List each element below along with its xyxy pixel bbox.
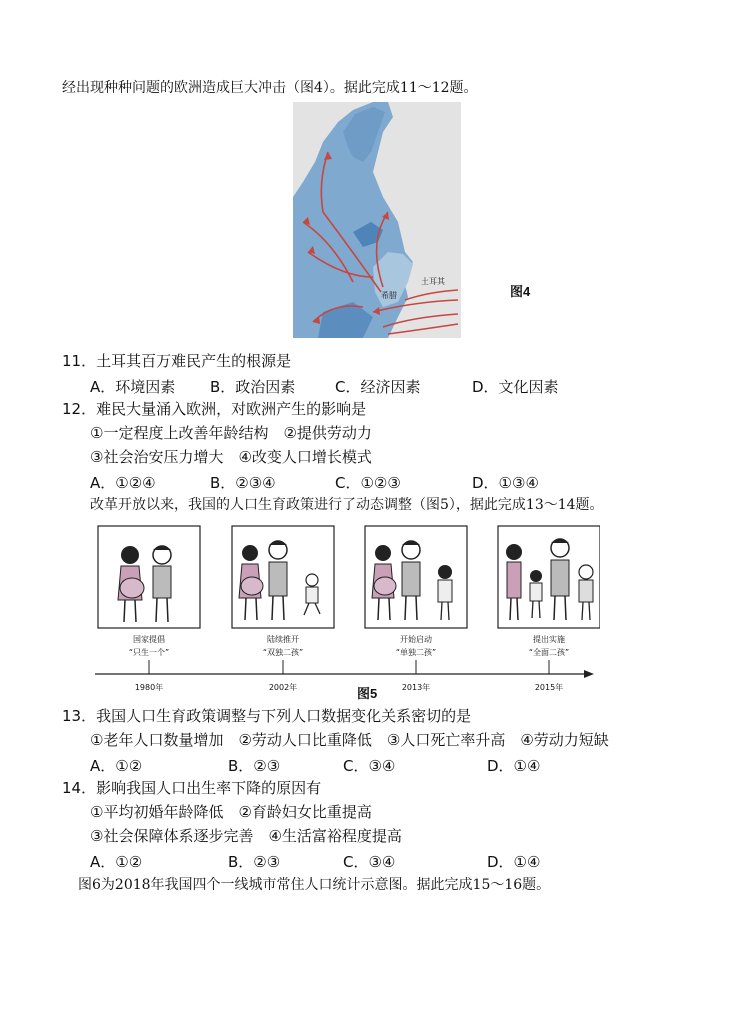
panel-2015-caption2: “全面二孩” — [528, 648, 570, 657]
figure4-label: 图4 — [510, 284, 531, 299]
map-label-turkey: 土耳其 — [421, 277, 445, 286]
panel-2013 — [365, 526, 467, 674]
q11-option-c: C．经济因素 — [335, 378, 421, 396]
q12-option-d: D．①③④ — [472, 474, 539, 492]
q12-option-c: C．①②③ — [335, 474, 401, 492]
q14-stem: 14．影响我国人口出生率下降的原因有 — [62, 779, 322, 797]
q14-option-c: C．③④ — [343, 853, 396, 871]
q12-stem: 12．难民大量涌入欧洲，对欧洲产生的影响是 — [62, 400, 367, 418]
q14-items-line2: ③社会保障体系逐步完善 ④生活富裕程度提高 — [90, 827, 402, 845]
intro-text-11-12: 经出现种种问题的欧洲造成巨大冲击（图4）。据此完成11～12题。 — [62, 80, 478, 96]
panel-2002 — [232, 526, 334, 674]
q13-items: ①老年人口数量增加 ②劳动人口比重降低 ③人口死亡率升高 ④劳动力短缺 — [90, 731, 609, 749]
q11-option-a: A．环境因素 — [90, 378, 176, 396]
q14-items-line1: ①平均初婚年龄降低 ②育龄妇女比重提高 — [90, 803, 372, 821]
q13-option-c: C．③④ — [343, 757, 396, 775]
q11-option-b: B．政治因素 — [210, 378, 296, 396]
panel-2015-caption1: 提出实施 — [533, 635, 565, 644]
q14-option-d: D．①④ — [487, 853, 541, 871]
q12-items-line2: ③社会治安压力增大 ④改变人口增长模式 — [90, 448, 372, 466]
q11-option-d: D．文化因素 — [472, 378, 559, 396]
q13-option-a: A．①② — [90, 757, 143, 775]
year-label-2002: 2002年 — [268, 683, 298, 692]
panel-2013-caption2: “单独二孩” — [395, 648, 437, 657]
panel-1980-caption1: 国家提倡 — [133, 635, 165, 644]
panel-2013-caption1: 开始启动 — [400, 635, 432, 644]
q12-option-a: A．①②④ — [90, 474, 156, 492]
timeline-arrow-head — [584, 670, 594, 678]
year-label-1980: 1980年 — [134, 683, 164, 692]
q14-option-b: B．②③ — [228, 853, 281, 871]
year-label-2015: 2015年 — [534, 683, 564, 692]
panel-2002-caption1: 陆续推开 — [267, 635, 299, 644]
refugee-map — [293, 102, 461, 338]
q13-option-b: B．②③ — [228, 757, 281, 775]
q12-items-line1: ①一定程度上改善年龄结构 ②提供劳动力 — [90, 424, 372, 442]
panel-2002-caption2: “双独二孩” — [262, 648, 304, 657]
q12-option-b: B．②③④ — [210, 474, 276, 492]
year-label-2013: 2013年 — [401, 683, 431, 692]
intro-text-13-14: 改革开放以来，我国的人口生育政策进行了动态调整（图5），据此完成13～14题。 — [90, 497, 604, 513]
map-label-greece: 希腊 — [381, 291, 397, 300]
figure5-label: 图5 — [357, 686, 378, 701]
panel-1980 — [98, 526, 200, 674]
panel-1980-caption2: “只生一个” — [128, 648, 170, 657]
policy-timeline-figure — [90, 520, 600, 702]
intro-text-15-16: 图6为2018年我国四个一线城市常住人口统计示意图。据此完成15～16题。 — [78, 877, 551, 893]
panel-2015 — [498, 526, 600, 674]
q13-option-d: D．①④ — [487, 757, 541, 775]
q11-stem: 11．土耳其百万难民产生的根源是 — [62, 352, 292, 370]
q13-stem: 13．我国人口生育政策调整与下列人口数据变化关系密切的是 — [62, 707, 472, 725]
q14-option-a: A．①② — [90, 853, 143, 871]
